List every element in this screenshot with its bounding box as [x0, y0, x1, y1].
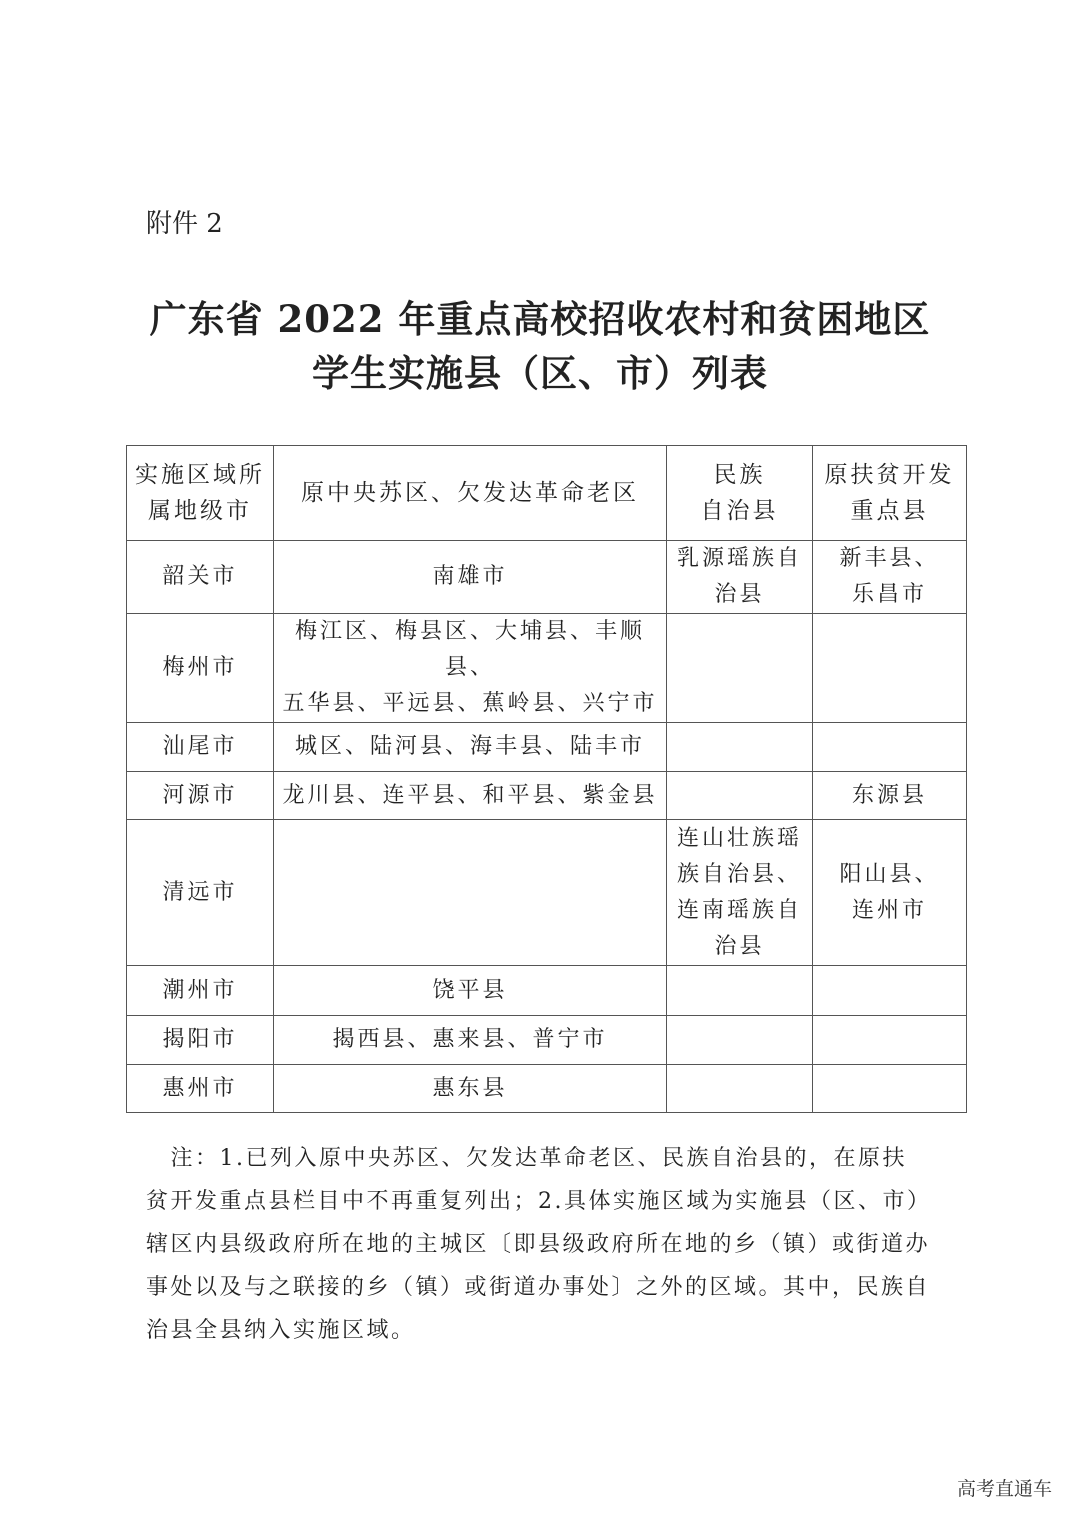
cell-city: 韶关市: [127, 541, 274, 614]
note-line: 治县全县纳入实施区域。: [146, 1318, 416, 1343]
cell-old-revolutionary-areas: 惠东县: [274, 1065, 667, 1113]
cell-old-revolutionary-areas: 南雄市: [274, 541, 667, 614]
table-row: [127, 614, 967, 723]
cell-city: 梅州市: [127, 614, 274, 723]
cell-poverty-counties: 阳山县、 连州市: [813, 820, 967, 966]
footnote: [146, 1137, 946, 1352]
cell-poverty-counties: [813, 1016, 967, 1065]
note-line: 注：1.已列入原中央苏区、欠发达革命老区、民族自治县的，在原扶: [146, 1146, 907, 1171]
cell-old-revolutionary-areas: 饶平县: [274, 966, 667, 1016]
cell-ethnic-autonomous: [667, 614, 813, 723]
cell-poverty-counties: 新丰县、 乐昌市: [813, 541, 967, 614]
cell-old-revolutionary-areas: [274, 820, 667, 966]
cell-poverty-counties: [813, 966, 967, 1016]
header-old-revolutionary-areas: 原中央苏区、欠发达革命老区: [274, 446, 667, 541]
cell-city: 惠州市: [127, 1065, 274, 1113]
cell-city: 揭阳市: [127, 1016, 274, 1065]
cell-ethnic-autonomous: [667, 1065, 813, 1113]
cell-old-revolutionary-areas: 龙川县、连平县、和平县、紫金县: [274, 772, 667, 820]
cell-old-revolutionary-areas: 揭西县、惠来县、普宁市: [274, 1016, 667, 1065]
implementation-counties-table: [126, 445, 967, 1113]
cell-city: 河源市: [127, 772, 274, 820]
header-poverty-counties: 原扶贫开发 重点县: [813, 446, 967, 541]
watermark: 高考直通车: [956, 1478, 1052, 1500]
table-row: [127, 1065, 967, 1113]
table-header-row: [127, 446, 967, 541]
cell-ethnic-autonomous: [667, 966, 813, 1016]
table-row: [127, 820, 967, 966]
table-row: [127, 966, 967, 1016]
note-line: 辖区内县级政府所在地的主城区〔即县级政府所在地的乡（镇）或街道办: [146, 1232, 931, 1257]
cell-poverty-counties: [813, 723, 967, 772]
note-line: 贫开发重点县栏目中不再重复列出；2.具体实施区域为实施县（区、市）: [146, 1189, 932, 1214]
cell-city: 潮州市: [127, 966, 274, 1016]
cell-ethnic-autonomous: [667, 723, 813, 772]
title-line-2: 学生实施县（区、市）列表: [312, 351, 768, 395]
attachment-label: 附件 2: [146, 209, 223, 239]
table-row: [127, 1016, 967, 1065]
header-ethnic-autonomous: 民族 自治县: [667, 446, 813, 541]
table-row: [127, 723, 967, 772]
document-title: [0, 292, 1080, 400]
cell-old-revolutionary-areas: 梅江区、梅县区、大埔县、丰顺县、 五华县、平远县、蕉岭县、兴宁市: [274, 614, 667, 723]
cell-poverty-counties: [813, 614, 967, 723]
cell-ethnic-autonomous: [667, 772, 813, 820]
cell-city: 汕尾市: [127, 723, 274, 772]
table-row: [127, 541, 967, 614]
cell-ethnic-autonomous: 连山壮族瑶 族自治县、 连南瑶族自 治县: [667, 820, 813, 966]
cell-ethnic-autonomous: [667, 1016, 813, 1065]
cell-ethnic-autonomous: 乳源瑶族自 治县: [667, 541, 813, 614]
cell-poverty-counties: [813, 1065, 967, 1113]
cell-old-revolutionary-areas: 城区、陆河县、海丰县、陆丰市: [274, 723, 667, 772]
cell-city: 清远市: [127, 820, 274, 966]
table-row: [127, 772, 967, 820]
header-city: 实施区域所 属地级市: [127, 446, 274, 541]
cell-poverty-counties: 东源县: [813, 772, 967, 820]
title-line-1: 广东省 2022 年重点高校招收农村和贫困地区: [149, 297, 931, 341]
note-line: 事处以及与之联接的乡（镇）或街道办事处〕之外的区域。其中，民族自: [146, 1275, 931, 1300]
